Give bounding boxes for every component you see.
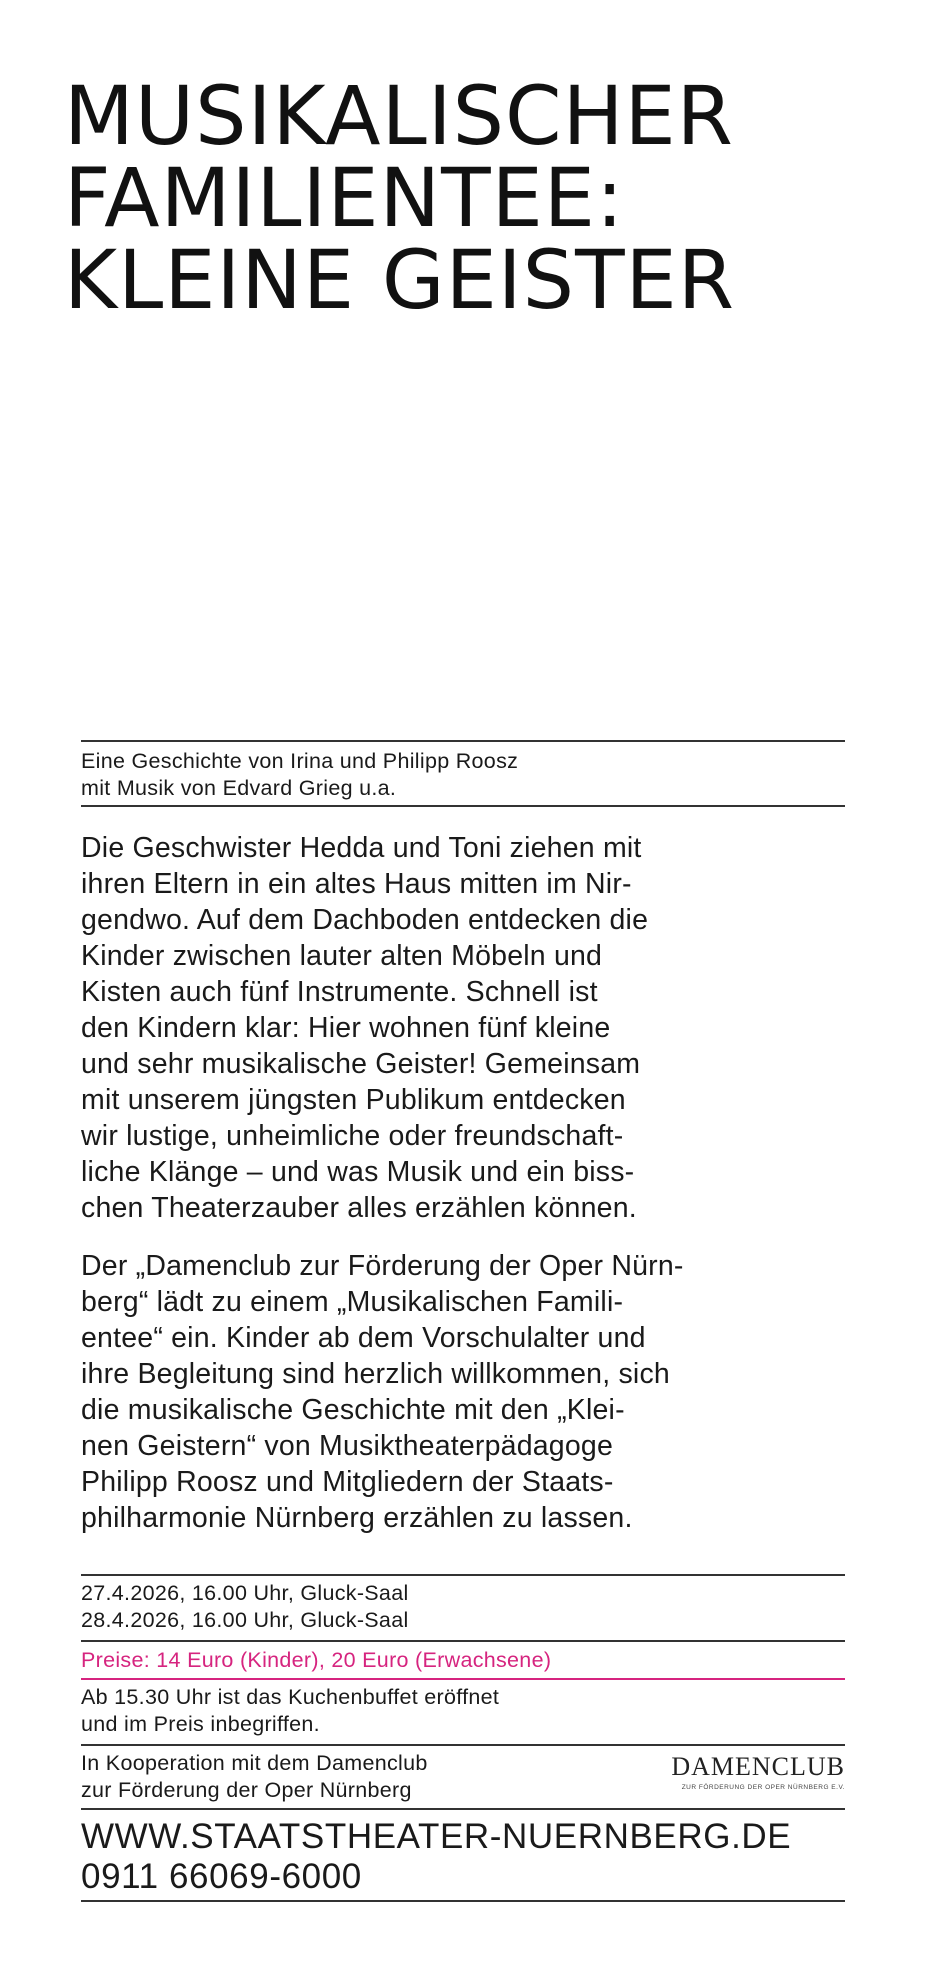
date-line: 27.4.2026, 16.00 Uhr, Gluck-Saal <box>81 1581 409 1605</box>
text-line: philharmonie Nürnberg erzählen zu lassen. <box>81 1502 633 1534</box>
text-line: ihren Eltern in ein altes Haus mitten im Nir- <box>81 868 632 900</box>
text-line: nen Geistern“ von Musiktheaterpädagoge <box>81 1430 614 1462</box>
prices-line: Preise: 14 Euro (Kinder), 20 Euro (Erwachsene) <box>81 1648 552 1672</box>
text-line: chen Theaterzauber alles erzählen können. <box>81 1192 637 1224</box>
text-line: mit unserem jüngsten Publikum entdecken <box>81 1084 626 1116</box>
text-line: entee“ ein. Kinder ab dem Vorschulalter und <box>81 1322 646 1354</box>
buffet-line: Ab 15.30 Uhr ist das Kuchenbuffet eröffnet <box>81 1685 500 1709</box>
credits-line: mit Musik von Edvard Grieg u.a. <box>81 776 397 800</box>
divider <box>81 1640 845 1642</box>
title-line: FAMILIENTEE: <box>64 152 625 246</box>
text-line: Kinder zwischen lauter alten Möbeln und <box>81 940 603 972</box>
damenclub-logo <box>671 1752 845 1791</box>
page-title <box>64 70 884 328</box>
buffet-line: und im Preis inbegriffen. <box>81 1712 320 1736</box>
logo-tagline: ZUR FÖRDERUNG DER OPER NÜRNBERG E.V. <box>681 1784 845 1791</box>
text-line: Philipp Roosz und Mitgliedern der Staats- <box>81 1466 614 1498</box>
divider <box>81 1900 845 1902</box>
buffet-info <box>81 1684 845 1738</box>
divider <box>81 1744 845 1746</box>
text-line: Die Geschwister Hedda und Toni ziehen mit <box>81 832 642 864</box>
text-line: wir lustige, unheimliche oder freundschaft- <box>81 1120 624 1152</box>
prices <box>81 1647 845 1674</box>
title-line: MUSIKALISCHER <box>64 70 734 164</box>
phone-number[interactable]: 0911 66069-6000 <box>81 1857 362 1896</box>
description-paragraph-2 <box>81 1248 845 1536</box>
description-paragraph-1 <box>81 830 845 1226</box>
text-line: ihre Begleitung sind herzlich willkommen, sich <box>81 1358 670 1390</box>
credits-line: Eine Geschichte von Irina und Philipp Roosz <box>81 749 519 773</box>
logo-wordmark: DAMENCLUB <box>671 1752 845 1781</box>
text-line: liche Klänge – und was Musik und ein biss- <box>81 1156 635 1188</box>
divider <box>81 1574 845 1576</box>
text-line: den Kindern klar: Hier wohnen fünf kleine <box>81 1012 611 1044</box>
event-dates <box>81 1580 845 1634</box>
website-link[interactable]: WWW.STAATSTHEATER-NUERNBERG.DE <box>81 1817 792 1856</box>
divider <box>81 740 845 742</box>
credits <box>81 748 845 802</box>
text-line: und sehr musikalische Geister! Gemeinsam <box>81 1048 641 1080</box>
text-line: berg“ lädt zu einem „Musikalischen Famili- <box>81 1286 624 1318</box>
text-line: Der „Damenclub zur Förderung der Oper Nürn- <box>81 1250 684 1282</box>
divider-accent <box>81 1678 845 1680</box>
text-line: die musikalische Geschichte mit den „Klei- <box>81 1394 625 1426</box>
contact-info <box>81 1817 845 1897</box>
cooperation-line: In Kooperation mit dem Damenclub <box>81 1751 428 1775</box>
text-line: gendwo. Auf dem Dachboden entdecken die <box>81 904 649 936</box>
divider <box>81 805 845 807</box>
title-line: KLEINE GEISTER <box>64 234 736 328</box>
text-line: Kisten auch fünf Instrumente. Schnell ist <box>81 976 598 1008</box>
cooperation-line: zur Förderung der Oper Nürnberg <box>81 1778 412 1802</box>
date-line: 28.4.2026, 16.00 Uhr, Gluck-Saal <box>81 1608 409 1632</box>
divider <box>81 1808 845 1810</box>
